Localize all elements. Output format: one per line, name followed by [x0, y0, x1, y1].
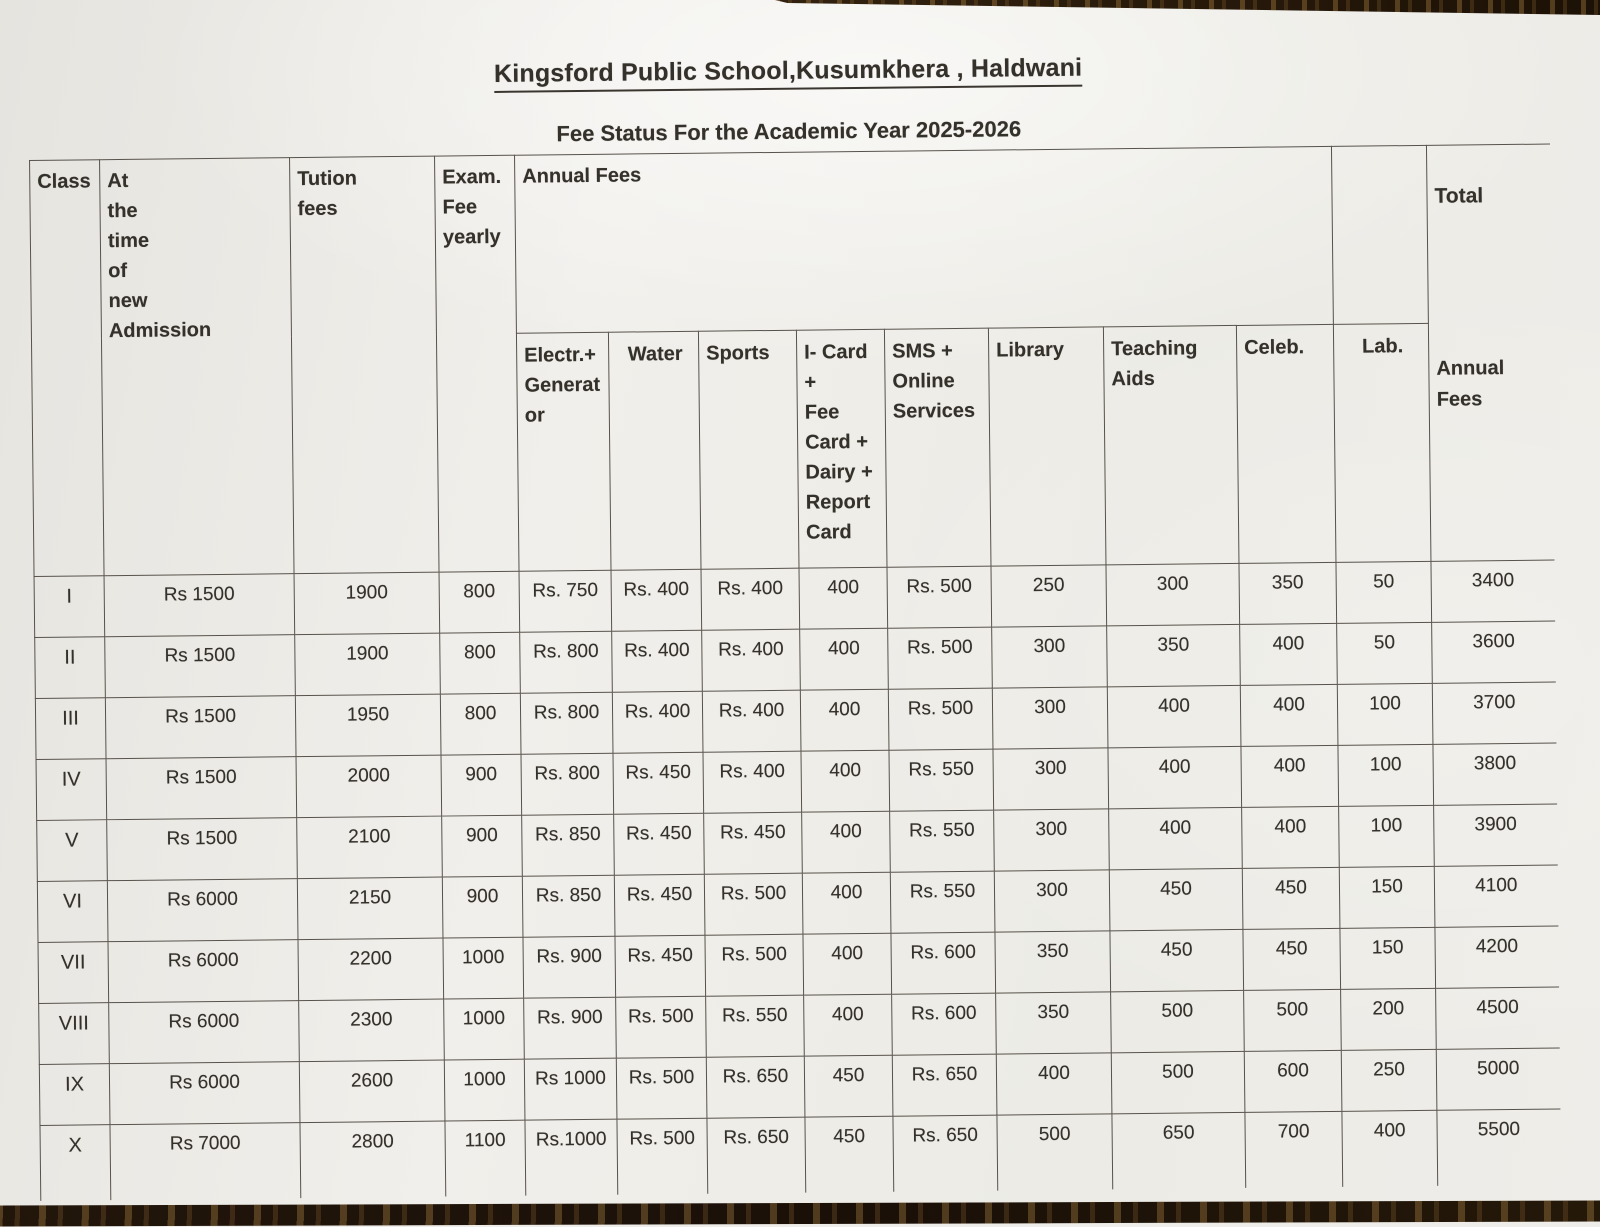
cell-water: Rs. 450 — [614, 874, 705, 936]
cell-admission: Rs 6000 — [107, 879, 298, 942]
cell-teaching-aids: 400 — [1109, 807, 1243, 869]
cell-exam: 900 — [442, 815, 523, 877]
cell-sports: Rs. 500 — [704, 873, 803, 935]
cell-teaching-aids: 500 — [1111, 1051, 1245, 1113]
cell-library: 300 — [992, 687, 1108, 749]
header-annual-fees-label: Annual Fees — [1436, 357, 1505, 411]
cell-class: VII — [38, 942, 109, 1004]
table-row — [40, 1109, 1561, 1200]
cell-library: 350 — [995, 931, 1111, 993]
cell-class: V — [37, 820, 108, 882]
header-sports: Sports — [698, 330, 799, 569]
cell-class: IX — [39, 1064, 110, 1126]
cell-lab: 100 — [1337, 683, 1433, 745]
header-admission-fee: At the time of new Admission — [100, 158, 294, 576]
cell-exam: 800 — [440, 693, 521, 755]
cell-total: 4200 — [1435, 926, 1559, 988]
cell-class: VI — [37, 881, 108, 943]
header-water: Water — [608, 331, 701, 570]
cell-icard: 450 — [805, 1116, 894, 1192]
cell-admission: Rs 6000 — [108, 940, 299, 1003]
cell-sports: Rs. 450 — [704, 812, 803, 874]
cell-class: VIII — [39, 1003, 110, 1065]
document-content — [28, 48, 1560, 1201]
cell-sms: Rs. 600 — [891, 932, 996, 994]
cell-lab: 150 — [1340, 927, 1436, 989]
cell-admission: Rs 1500 — [106, 757, 297, 820]
cell-celebration: 700 — [1245, 1111, 1343, 1187]
cell-celebration: 500 — [1244, 989, 1342, 1051]
cell-sms: Rs. 500 — [887, 566, 992, 628]
cell-sports: Rs. 400 — [703, 751, 802, 813]
cell-exam: 1100 — [445, 1120, 526, 1196]
cell-sports: Rs. 500 — [705, 934, 804, 996]
cell-total: 4100 — [1434, 865, 1558, 927]
header-lab-spacer — [1332, 145, 1429, 324]
header-teaching-aids: Teaching Aids — [1103, 325, 1239, 564]
cell-celebration: 600 — [1244, 1050, 1342, 1112]
cell-lab: 200 — [1341, 988, 1437, 1050]
cell-teaching-aids: 500 — [1111, 990, 1245, 1052]
cell-celebration: 400 — [1240, 684, 1338, 746]
cell-teaching-aids: 400 — [1107, 685, 1241, 747]
cell-exam: 900 — [442, 876, 523, 938]
cell-exam: 1000 — [444, 1059, 525, 1121]
cell-admission: Rs 6000 — [109, 1062, 300, 1125]
cell-tution: 1900 — [294, 572, 440, 635]
cell-water: Rs. 500 — [616, 996, 707, 1058]
cell-exam: 800 — [439, 571, 520, 633]
cell-library: 250 — [991, 565, 1107, 627]
cell-teaching-aids: 300 — [1106, 563, 1240, 625]
cell-electricity: Rs. 900 — [524, 997, 617, 1059]
document-title — [28, 48, 1548, 94]
header-tution-fees: Tution fees — [290, 156, 439, 574]
cell-class: IV — [36, 759, 107, 821]
cell-lab: 400 — [1342, 1110, 1438, 1186]
scan-edge-top — [775, 0, 1600, 15]
cell-lab: 250 — [1341, 1049, 1437, 1111]
cell-teaching-aids: 650 — [1112, 1112, 1246, 1188]
cell-icard: 400 — [803, 933, 892, 995]
cell-water: Rs. 400 — [612, 691, 703, 753]
cell-icard: 400 — [799, 567, 888, 629]
cell-water: Rs. 400 — [612, 630, 703, 692]
cell-icard: 400 — [800, 628, 889, 690]
header-lab: Lab. — [1333, 323, 1431, 562]
document-subtitle: Fee Status For the Academic Year 2025-2026 — [556, 116, 1022, 147]
cell-electricity: Rs. 800 — [520, 692, 613, 754]
cell-teaching-aids: 400 — [1108, 746, 1242, 808]
cell-celebration: 400 — [1240, 623, 1338, 685]
cell-total: 3600 — [1432, 621, 1556, 683]
cell-tution: 2300 — [299, 999, 445, 1062]
cell-admission: Rs 1500 — [105, 696, 296, 759]
cell-exam: 800 — [440, 632, 521, 694]
cell-water: Rs. 450 — [614, 813, 705, 875]
header-icard-feecard-dairy-reportcard: I- Card + Fee Card + Dairy + Report Card — [796, 329, 887, 568]
cell-tution: 2800 — [300, 1121, 446, 1198]
header-class: Class — [30, 160, 104, 577]
cell-total: 4500 — [1436, 987, 1560, 1049]
cell-admission: Rs 7000 — [110, 1123, 301, 1200]
cell-tution: 2200 — [298, 938, 444, 1001]
cell-tution: 2600 — [299, 1060, 445, 1123]
cell-sms: Rs. 600 — [892, 993, 997, 1055]
cell-lab: 50 — [1336, 561, 1432, 623]
cell-teaching-aids: 450 — [1109, 868, 1243, 930]
cell-icard: 450 — [804, 1055, 893, 1117]
cell-tution: 1950 — [295, 694, 441, 757]
cell-exam: 1000 — [444, 998, 525, 1060]
cell-electricity: Rs. 800 — [521, 753, 614, 815]
cell-sms: Rs. 650 — [893, 1115, 998, 1191]
cell-celebration: 400 — [1241, 745, 1339, 807]
cell-library: 300 — [994, 809, 1110, 871]
cell-total: 5000 — [1436, 1048, 1560, 1110]
cell-water: Rs. 450 — [615, 935, 706, 997]
cell-admission: Rs 6000 — [109, 1001, 300, 1064]
cell-lab: 50 — [1337, 622, 1433, 684]
cell-sports: Rs. 650 — [707, 1117, 806, 1193]
cell-sms: Rs. 650 — [892, 1054, 997, 1116]
header-total-annual-fees — [1427, 144, 1554, 561]
cell-celebration: 350 — [1239, 562, 1337, 624]
cell-tution: 1900 — [295, 633, 441, 696]
cell-electricity: Rs. 850 — [522, 875, 615, 937]
cell-sports: Rs. 650 — [706, 1056, 805, 1118]
cell-celebration: 450 — [1242, 867, 1340, 929]
cell-icard: 400 — [801, 750, 890, 812]
fee-table — [29, 144, 1561, 1201]
cell-teaching-aids: 450 — [1110, 929, 1244, 991]
cell-sports: Rs. 550 — [706, 995, 805, 1057]
cell-class: III — [35, 698, 106, 760]
cell-icard: 400 — [804, 994, 893, 1056]
cell-tution: 2100 — [297, 816, 443, 879]
cell-electricity: Rs. 800 — [520, 631, 613, 693]
cell-water: Rs. 450 — [613, 752, 704, 814]
cell-class: I — [34, 576, 105, 638]
cell-icard: 400 — [802, 811, 891, 873]
cell-total: 5500 — [1437, 1109, 1561, 1185]
cell-admission: Rs 1500 — [107, 818, 298, 881]
header-electricity-generator: Electr.+ Generat or — [516, 332, 611, 571]
header-row-group — [30, 144, 1552, 338]
cell-sms: Rs. 500 — [888, 688, 993, 750]
cell-total: 3900 — [1434, 804, 1558, 866]
cell-library: 300 — [994, 870, 1110, 932]
cell-library: 300 — [993, 748, 1109, 810]
cell-celebration: 400 — [1242, 806, 1340, 868]
header-annual-fees-group: Annual Fees — [515, 146, 1334, 333]
cell-sms: Rs. 500 — [888, 627, 993, 689]
cell-library: 300 — [992, 626, 1108, 688]
cell-lab: 100 — [1338, 744, 1434, 806]
header-sms-online-services: SMS + Online Services — [884, 328, 991, 567]
header-total-label: Total — [1434, 184, 1484, 208]
cell-electricity: Rs 1000 — [524, 1058, 617, 1120]
cell-sms: Rs. 550 — [889, 749, 994, 811]
cell-sms: Rs. 550 — [890, 810, 995, 872]
cell-admission: Rs 1500 — [104, 574, 295, 637]
cell-sports: Rs. 400 — [702, 629, 801, 691]
header-celebration: Celeb. — [1236, 324, 1336, 563]
cell-sports: Rs. 400 — [702, 690, 801, 752]
cell-total: 3800 — [1433, 743, 1557, 805]
cell-library: 500 — [997, 1114, 1113, 1190]
document-title-text: Kingsford Public School,Kusumkhera , Haldwani — [494, 54, 1083, 93]
cell-library: 350 — [996, 992, 1112, 1054]
cell-electricity: Rs. 750 — [519, 570, 612, 632]
cell-exam: 900 — [441, 754, 522, 816]
header-library: Library — [988, 327, 1106, 566]
cell-tution: 2150 — [297, 877, 443, 940]
cell-sms: Rs. 550 — [890, 871, 995, 933]
cell-exam: 1000 — [443, 937, 524, 999]
cell-sports: Rs. 400 — [701, 568, 800, 630]
cell-total: 3700 — [1432, 682, 1556, 744]
cell-class: X — [40, 1125, 111, 1201]
cell-electricity: Rs. 850 — [522, 814, 615, 876]
cell-electricity: Rs. 900 — [523, 936, 616, 998]
cell-library: 400 — [996, 1053, 1112, 1115]
cell-class: II — [35, 637, 106, 699]
scan-edge-bottom — [0, 1200, 1600, 1226]
cell-tution: 2000 — [296, 755, 442, 818]
cell-water: Rs. 400 — [611, 569, 702, 631]
cell-total: 3400 — [1431, 560, 1555, 622]
cell-icard: 400 — [802, 872, 891, 934]
cell-celebration: 450 — [1243, 928, 1341, 990]
cell-lab: 100 — [1339, 805, 1435, 867]
cell-lab: 150 — [1339, 866, 1435, 928]
cell-water: Rs. 500 — [617, 1118, 708, 1194]
cell-water: Rs. 500 — [616, 1057, 707, 1119]
cell-admission: Rs 1500 — [105, 635, 296, 698]
cell-teaching-aids: 350 — [1107, 624, 1241, 686]
cell-electricity: Rs.1000 — [525, 1119, 618, 1195]
header-exam-fee-yearly: Exam. Fee yearly — [435, 155, 519, 572]
cell-icard: 400 — [800, 689, 889, 751]
